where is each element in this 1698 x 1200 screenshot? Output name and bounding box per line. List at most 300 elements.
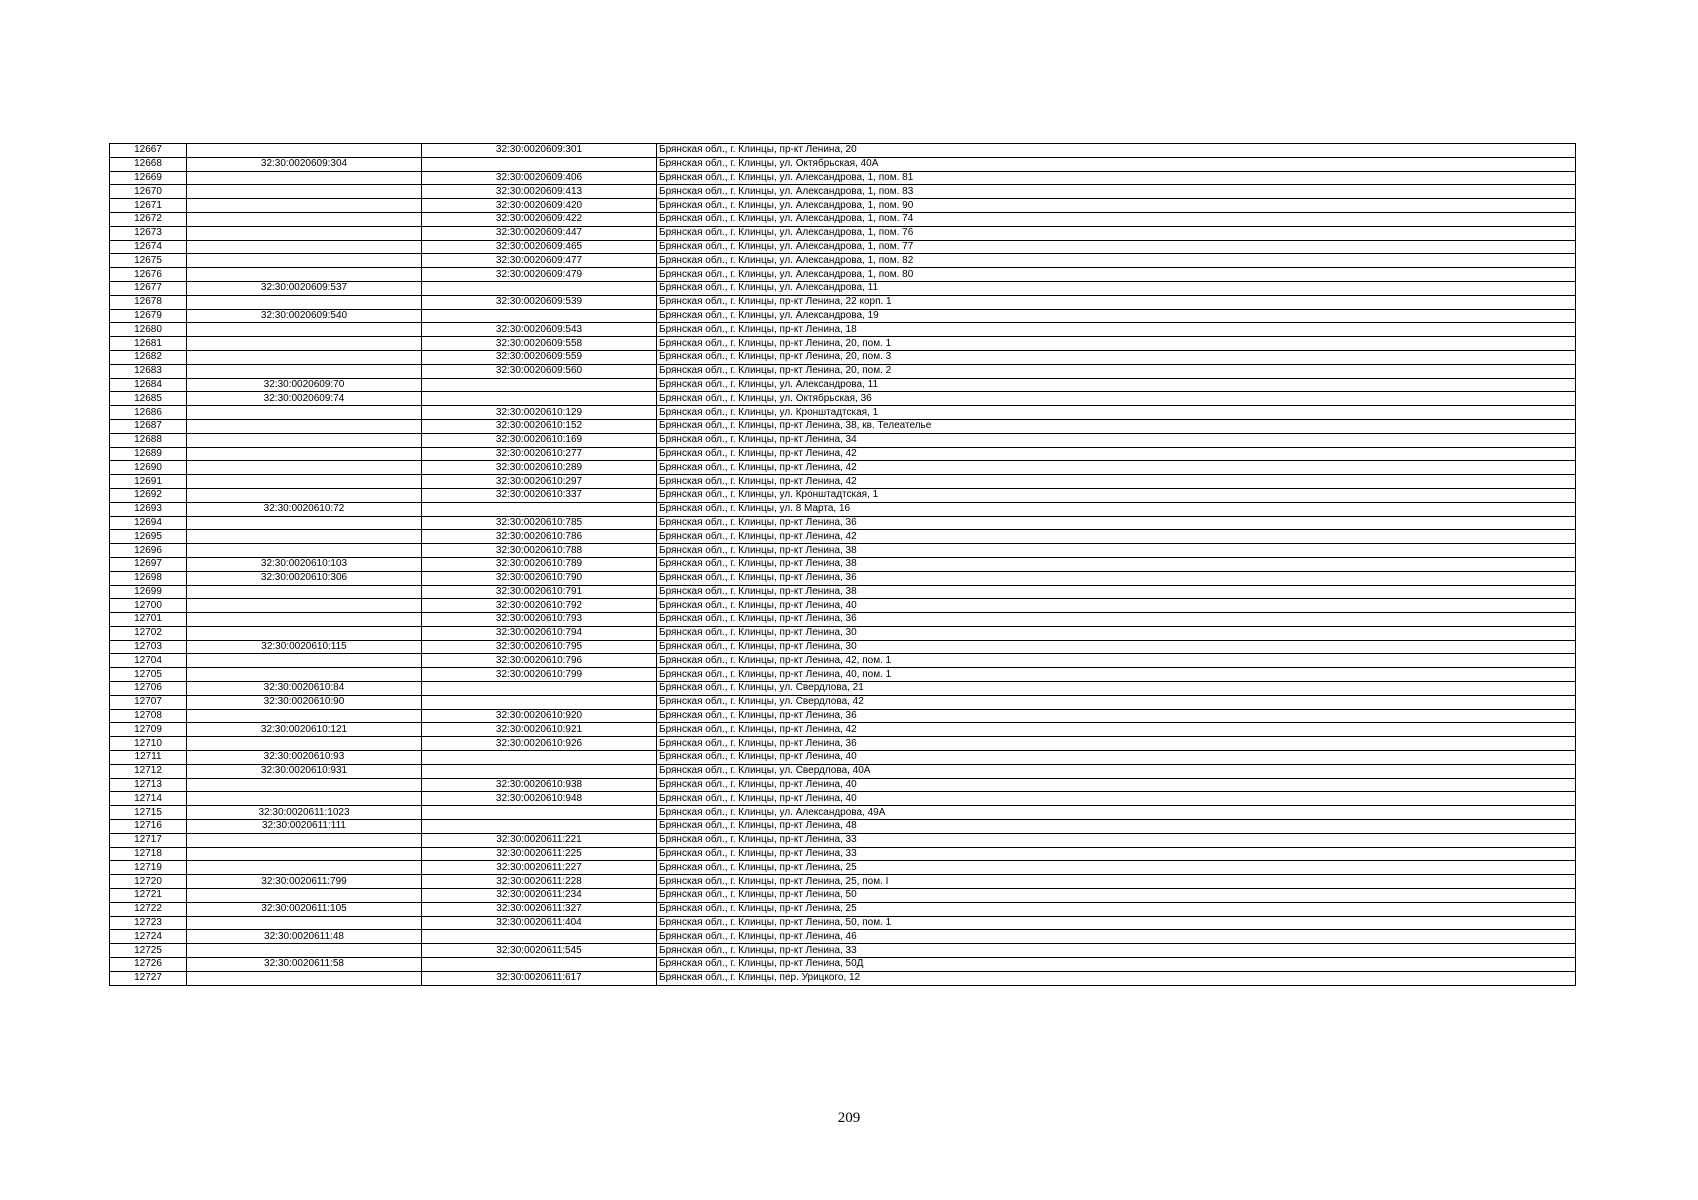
building-cadastral-number-cell [422, 958, 657, 972]
address-cell: Брянская обл., г. Клинцы, ул. Александрова, 1, пом. 80 [657, 268, 1576, 282]
address-cell: Брянская обл., г. Клинцы, ул. Александрова, 1, пом. 81 [657, 171, 1576, 185]
table-row [110, 240, 1576, 254]
table-row [110, 171, 1576, 185]
address-cell: Брянская обл., г. Клинцы, пр-кт Ленина, 36 [657, 613, 1576, 627]
address-cell: Брянская обл., г. Клинцы, ул. Александрова, 1, пом. 77 [657, 240, 1576, 254]
address-cell: Брянская обл., г. Клинцы, пр-кт Ленина, 42 [657, 530, 1576, 544]
building-cadastral-number-cell [422, 806, 657, 820]
building-cadastral-number-cell: 32:30:0020611:228 [422, 875, 657, 889]
building-cadastral-number-cell: 32:30:0020610:795 [422, 640, 657, 654]
address-cell: Брянская обл., г. Клинцы, пр-кт Ленина, 42, пом. 1 [657, 654, 1576, 668]
land-cadastral-number-cell [187, 185, 422, 199]
table-row [110, 254, 1576, 268]
building-cadastral-number-cell [422, 157, 657, 171]
table-row [110, 778, 1576, 792]
building-cadastral-number-cell: 32:30:0020611:225 [422, 847, 657, 861]
land-cadastral-number-cell [187, 889, 422, 903]
address-cell: Брянская обл., г. Клинцы, ул. Александрова, 11 [657, 281, 1576, 295]
address-cell: Брянская обл., г. Клинцы, пр-кт Ленина, 25 [657, 902, 1576, 916]
row-number-cell: 12713 [110, 778, 187, 792]
land-cadastral-number-cell [187, 144, 422, 158]
land-cadastral-number-cell [187, 323, 422, 337]
row-number-cell: 12677 [110, 281, 187, 295]
address-cell: Брянская обл., г. Клинцы, пр-кт Ленина, 42 [657, 475, 1576, 489]
land-cadastral-number-cell [187, 626, 422, 640]
table-row [110, 971, 1576, 985]
address-cell: Брянская обл., г. Клинцы, пр-кт Ленина, 40 [657, 778, 1576, 792]
building-cadastral-number-cell: 32:30:0020610:129 [422, 406, 657, 420]
row-number-cell: 12687 [110, 419, 187, 433]
land-cadastral-number-cell [187, 544, 422, 558]
table-row [110, 337, 1576, 351]
row-number-cell: 12685 [110, 392, 187, 406]
land-cadastral-number-cell [187, 585, 422, 599]
table-row [110, 309, 1576, 323]
row-number-cell: 12720 [110, 875, 187, 889]
building-cadastral-number-cell: 32:30:0020609:420 [422, 199, 657, 213]
table-row [110, 833, 1576, 847]
table-row [110, 557, 1576, 571]
land-cadastral-number-cell: 32:30:0020611:799 [187, 875, 422, 889]
address-cell: Брянская обл., г. Клинцы, ул. Александрова, 1, пом. 82 [657, 254, 1576, 268]
address-cell: Брянская обл., г. Клинцы, ул. Кронштадтская, 1 [657, 406, 1576, 420]
address-cell: Брянская обл., г. Клинцы, ул. Александрова, 19 [657, 309, 1576, 323]
row-number-cell: 12724 [110, 930, 187, 944]
land-cadastral-number-cell: 32:30:0020610:93 [187, 751, 422, 765]
address-cell: Брянская обл., г. Клинцы, ул. Александрова, 1, пом. 74 [657, 212, 1576, 226]
row-number-cell: 12716 [110, 820, 187, 834]
land-cadastral-number-cell: 32:30:0020609:537 [187, 281, 422, 295]
land-cadastral-number-cell: 32:30:0020611:48 [187, 930, 422, 944]
building-cadastral-number-cell: 32:30:0020609:422 [422, 212, 657, 226]
table-row [110, 350, 1576, 364]
building-cadastral-number-cell: 32:30:0020611:404 [422, 916, 657, 930]
land-cadastral-number-cell [187, 226, 422, 240]
row-number-cell: 12679 [110, 309, 187, 323]
row-number-cell: 12706 [110, 682, 187, 696]
land-cadastral-number-cell [187, 337, 422, 351]
address-cell: Брянская обл., г. Клинцы, пр-кт Ленина, 36 [657, 516, 1576, 530]
building-cadastral-number-cell: 32:30:0020610:789 [422, 557, 657, 571]
address-cell: Брянская обл., г. Клинцы, пр-кт Ленина, 50, пом. 1 [657, 916, 1576, 930]
land-cadastral-number-cell [187, 833, 422, 847]
land-cadastral-number-cell [187, 861, 422, 875]
building-cadastral-number-cell: 32:30:0020610:337 [422, 488, 657, 502]
building-cadastral-number-cell: 32:30:0020610:926 [422, 737, 657, 751]
address-cell: Брянская обл., г. Клинцы, пр-кт Ленина, 33 [657, 944, 1576, 958]
land-cadastral-number-cell [187, 240, 422, 254]
address-cell: Брянская обл., г. Клинцы, пр-кт Ленина, 25 [657, 861, 1576, 875]
land-cadastral-number-cell [187, 654, 422, 668]
building-cadastral-number-cell [422, 764, 657, 778]
building-cadastral-number-cell: 32:30:0020610:169 [422, 433, 657, 447]
building-cadastral-number-cell: 32:30:0020611:327 [422, 902, 657, 916]
address-cell: Брянская обл., г. Клинцы, пр-кт Ленина, 38 [657, 557, 1576, 571]
building-cadastral-number-cell: 32:30:0020609:479 [422, 268, 657, 282]
address-cell: Брянская обл., г. Клинцы, пр-кт Ленина, 34 [657, 433, 1576, 447]
address-cell: Брянская обл., г. Клинцы, пр-кт Ленина, 48 [657, 820, 1576, 834]
table-row [110, 709, 1576, 723]
land-cadastral-number-cell: 32:30:0020610:931 [187, 764, 422, 778]
land-cadastral-number-cell: 32:30:0020610:90 [187, 695, 422, 709]
address-cell: Брянская обл., г. Клинцы, пр-кт Ленина, 38 [657, 544, 1576, 558]
land-cadastral-number-cell [187, 792, 422, 806]
building-cadastral-number-cell: 32:30:0020610:938 [422, 778, 657, 792]
row-number-cell: 12719 [110, 861, 187, 875]
row-number-cell: 12712 [110, 764, 187, 778]
land-cadastral-number-cell: 32:30:0020611:105 [187, 902, 422, 916]
address-cell: Брянская обл., г. Клинцы, пр-кт Ленина, 22 корп. 1 [657, 295, 1576, 309]
table-row [110, 847, 1576, 861]
table-row [110, 875, 1576, 889]
land-cadastral-number-cell [187, 212, 422, 226]
table-row [110, 199, 1576, 213]
row-number-cell: 12722 [110, 902, 187, 916]
building-cadastral-number-cell: 32:30:0020611:617 [422, 971, 657, 985]
table-row [110, 723, 1576, 737]
building-cadastral-number-cell [422, 281, 657, 295]
building-cadastral-number-cell: 32:30:0020610:920 [422, 709, 657, 723]
registry-table [109, 143, 1576, 986]
land-cadastral-number-cell [187, 971, 422, 985]
table-row [110, 226, 1576, 240]
row-number-cell: 12718 [110, 847, 187, 861]
row-number-cell: 12683 [110, 364, 187, 378]
building-cadastral-number-cell: 32:30:0020611:221 [422, 833, 657, 847]
land-cadastral-number-cell: 32:30:0020610:103 [187, 557, 422, 571]
row-number-cell: 12684 [110, 378, 187, 392]
land-cadastral-number-cell: 32:30:0020611:1023 [187, 806, 422, 820]
land-cadastral-number-cell: 32:30:0020609:540 [187, 309, 422, 323]
address-cell: Брянская обл., г. Клинцы, ул. Свердлова, 40А [657, 764, 1576, 778]
table-row [110, 281, 1576, 295]
address-cell: Брянская обл., г. Клинцы, пр-кт Ленина, 46 [657, 930, 1576, 944]
row-number-cell: 12680 [110, 323, 187, 337]
land-cadastral-number-cell: 32:30:0020609:304 [187, 157, 422, 171]
row-number-cell: 12714 [110, 792, 187, 806]
building-cadastral-number-cell: 32:30:0020609:406 [422, 171, 657, 185]
land-cadastral-number-cell [187, 254, 422, 268]
land-cadastral-number-cell [187, 268, 422, 282]
land-cadastral-number-cell [187, 613, 422, 627]
land-cadastral-number-cell: 32:30:0020611:111 [187, 820, 422, 834]
land-cadastral-number-cell [187, 668, 422, 682]
building-cadastral-number-cell: 32:30:0020610:796 [422, 654, 657, 668]
building-cadastral-number-cell: 32:30:0020609:539 [422, 295, 657, 309]
table-row [110, 157, 1576, 171]
table-row [110, 613, 1576, 627]
land-cadastral-number-cell [187, 737, 422, 751]
building-cadastral-number-cell: 32:30:0020610:289 [422, 461, 657, 475]
land-cadastral-number-cell [187, 944, 422, 958]
building-cadastral-number-cell: 32:30:0020610:948 [422, 792, 657, 806]
address-cell: Брянская обл., г. Клинцы, пр-кт Ленина, 36 [657, 709, 1576, 723]
table-row [110, 889, 1576, 903]
address-cell: Брянская обл., г. Клинцы, ул. Александрова, 11 [657, 378, 1576, 392]
building-cadastral-number-cell [422, 392, 657, 406]
table-row [110, 682, 1576, 696]
table-row [110, 419, 1576, 433]
row-number-cell: 12691 [110, 475, 187, 489]
land-cadastral-number-cell [187, 350, 422, 364]
table-row [110, 461, 1576, 475]
address-cell: Брянская обл., г. Клинцы, пр-кт Ленина, 33 [657, 847, 1576, 861]
address-cell: Брянская обл., г. Клинцы, пр-кт Ленина, 20, пом. 3 [657, 350, 1576, 364]
building-cadastral-number-cell: 32:30:0020610:277 [422, 447, 657, 461]
building-cadastral-number-cell: 32:30:0020610:785 [422, 516, 657, 530]
building-cadastral-number-cell: 32:30:0020609:301 [422, 144, 657, 158]
table-row [110, 654, 1576, 668]
row-number-cell: 12688 [110, 433, 187, 447]
land-cadastral-number-cell [187, 419, 422, 433]
address-cell: Брянская обл., г. Клинцы, ул. Кронштадтская, 1 [657, 488, 1576, 502]
row-number-cell: 12670 [110, 185, 187, 199]
address-cell: Брянская обл., г. Клинцы, ул. Свердлова, 21 [657, 682, 1576, 696]
row-number-cell: 12707 [110, 695, 187, 709]
building-cadastral-number-cell: 32:30:0020609:477 [422, 254, 657, 268]
table-row [110, 599, 1576, 613]
table-row [110, 488, 1576, 502]
table-row [110, 668, 1576, 682]
table-row [110, 571, 1576, 585]
row-number-cell: 12667 [110, 144, 187, 158]
address-cell: Брянская обл., г. Клинцы, ул. Октябрьская, 36 [657, 392, 1576, 406]
table-row [110, 502, 1576, 516]
building-cadastral-number-cell [422, 820, 657, 834]
land-cadastral-number-cell [187, 530, 422, 544]
address-cell: Брянская обл., г. Клинцы, пр-кт Ленина, 30 [657, 626, 1576, 640]
row-number-cell: 12672 [110, 212, 187, 226]
row-number-cell: 12671 [110, 199, 187, 213]
row-number-cell: 12698 [110, 571, 187, 585]
row-number-cell: 12725 [110, 944, 187, 958]
address-cell: Брянская обл., г. Клинцы, ул. Александрова, 1, пом. 83 [657, 185, 1576, 199]
table-row [110, 916, 1576, 930]
row-number-cell: 12674 [110, 240, 187, 254]
table-row [110, 820, 1576, 834]
address-cell: Брянская обл., г. Клинцы, пр-кт Ленина, 50Д [657, 958, 1576, 972]
land-cadastral-number-cell [187, 406, 422, 420]
land-cadastral-number-cell: 32:30:0020611:58 [187, 958, 422, 972]
row-number-cell: 12692 [110, 488, 187, 502]
table-row [110, 626, 1576, 640]
address-cell: Брянская обл., г. Клинцы, пер. Урицкого, 12 [657, 971, 1576, 985]
building-cadastral-number-cell: 32:30:0020610:792 [422, 599, 657, 613]
building-cadastral-number-cell [422, 502, 657, 516]
land-cadastral-number-cell [187, 447, 422, 461]
land-cadastral-number-cell: 32:30:0020610:115 [187, 640, 422, 654]
table-row [110, 295, 1576, 309]
table-row [110, 144, 1576, 158]
land-cadastral-number-cell [187, 488, 422, 502]
address-cell: Брянская обл., г. Клинцы, ул. Свердлова, 42 [657, 695, 1576, 709]
row-number-cell: 12694 [110, 516, 187, 530]
building-cadastral-number-cell [422, 309, 657, 323]
table-row [110, 406, 1576, 420]
row-number-cell: 12699 [110, 585, 187, 599]
row-number-cell: 12675 [110, 254, 187, 268]
table-row [110, 364, 1576, 378]
address-cell: Брянская обл., г. Клинцы, пр-кт Ленина, 40, пом. 1 [657, 668, 1576, 682]
row-number-cell: 12693 [110, 502, 187, 516]
row-number-cell: 12669 [110, 171, 187, 185]
address-cell: Брянская обл., г. Клинцы, пр-кт Ленина, 38 [657, 585, 1576, 599]
land-cadastral-number-cell [187, 295, 422, 309]
land-cadastral-number-cell [187, 433, 422, 447]
row-number-cell: 12705 [110, 668, 187, 682]
row-number-cell: 12696 [110, 544, 187, 558]
building-cadastral-number-cell: 32:30:0020609:447 [422, 226, 657, 240]
building-cadastral-number-cell: 32:30:0020609:560 [422, 364, 657, 378]
building-cadastral-number-cell: 32:30:0020610:786 [422, 530, 657, 544]
table-row [110, 737, 1576, 751]
row-number-cell: 12710 [110, 737, 187, 751]
address-cell: Брянская обл., г. Клинцы, пр-кт Ленина, 36 [657, 737, 1576, 751]
building-cadastral-number-cell: 32:30:0020610:793 [422, 613, 657, 627]
building-cadastral-number-cell: 32:30:0020610:921 [422, 723, 657, 737]
address-cell: Брянская обл., г. Клинцы, пр-кт Ленина, 18 [657, 323, 1576, 337]
table-row [110, 447, 1576, 461]
land-cadastral-number-cell [187, 199, 422, 213]
address-cell: Брянская обл., г. Клинцы, пр-кт Ленина, 42 [657, 723, 1576, 737]
address-cell: Брянская обл., г. Клинцы, ул. Октябрьская, 40А [657, 157, 1576, 171]
land-cadastral-number-cell: 32:30:0020609:70 [187, 378, 422, 392]
row-number-cell: 12682 [110, 350, 187, 364]
building-cadastral-number-cell: 32:30:0020611:545 [422, 944, 657, 958]
building-cadastral-number-cell [422, 378, 657, 392]
table-row [110, 861, 1576, 875]
table-row [110, 958, 1576, 972]
address-cell: Брянская обл., г. Клинцы, пр-кт Ленина, 42 [657, 447, 1576, 461]
land-cadastral-number-cell: 32:30:0020610:72 [187, 502, 422, 516]
address-cell: Брянская обл., г. Клинцы, пр-кт Ленина, 30 [657, 640, 1576, 654]
row-number-cell: 12697 [110, 557, 187, 571]
building-cadastral-number-cell [422, 695, 657, 709]
land-cadastral-number-cell: 32:30:0020610:84 [187, 682, 422, 696]
table-row [110, 902, 1576, 916]
table-row [110, 185, 1576, 199]
row-number-cell: 12686 [110, 406, 187, 420]
row-number-cell: 12668 [110, 157, 187, 171]
row-number-cell: 12681 [110, 337, 187, 351]
address-cell: Брянская обл., г. Клинцы, пр-кт Ленина, 40 [657, 751, 1576, 765]
page-number: 209 [837, 1110, 861, 1126]
land-cadastral-number-cell [187, 709, 422, 723]
row-number-cell: 12717 [110, 833, 187, 847]
land-cadastral-number-cell [187, 475, 422, 489]
table-row [110, 751, 1576, 765]
table-row [110, 475, 1576, 489]
building-cadastral-number-cell: 32:30:0020610:790 [422, 571, 657, 585]
building-cadastral-number-cell [422, 751, 657, 765]
address-cell: Брянская обл., г. Клинцы, ул. Александрова, 1, пом. 90 [657, 199, 1576, 213]
building-cadastral-number-cell: 32:30:0020611:227 [422, 861, 657, 875]
table-row [110, 640, 1576, 654]
land-cadastral-number-cell [187, 461, 422, 475]
address-cell: Брянская обл., г. Клинцы, пр-кт Ленина, 38, кв. Телеателье [657, 419, 1576, 433]
address-cell: Брянская обл., г. Клинцы, пр-кт Ленина, 40 [657, 599, 1576, 613]
row-number-cell: 12690 [110, 461, 187, 475]
building-cadastral-number-cell: 32:30:0020610:799 [422, 668, 657, 682]
building-cadastral-number-cell: 32:30:0020611:234 [422, 889, 657, 903]
row-number-cell: 12701 [110, 613, 187, 627]
address-cell: Брянская обл., г. Клинцы, пр-кт Ленина, 25, пом. I [657, 875, 1576, 889]
table-row [110, 323, 1576, 337]
address-cell: Брянская обл., г. Клинцы, пр-кт Ленина, 50 [657, 889, 1576, 903]
table-row [110, 930, 1576, 944]
building-cadastral-number-cell [422, 682, 657, 696]
building-cadastral-number-cell: 32:30:0020610:791 [422, 585, 657, 599]
table-row [110, 544, 1576, 558]
registry-table-body [110, 144, 1576, 986]
address-cell: Брянская обл., г. Клинцы, пр-кт Ленина, 20, пом. 1 [657, 337, 1576, 351]
land-cadastral-number-cell [187, 171, 422, 185]
land-cadastral-number-cell [187, 916, 422, 930]
address-cell: Брянская обл., г. Клинцы, пр-кт Ленина, 20 [657, 144, 1576, 158]
building-cadastral-number-cell [422, 930, 657, 944]
table-row [110, 792, 1576, 806]
table-row [110, 944, 1576, 958]
table-row [110, 378, 1576, 392]
table-row [110, 392, 1576, 406]
table-row [110, 530, 1576, 544]
table-row [110, 212, 1576, 226]
building-cadastral-number-cell: 32:30:0020610:794 [422, 626, 657, 640]
row-number-cell: 12673 [110, 226, 187, 240]
address-cell: Брянская обл., г. Клинцы, пр-кт Ленина, 40 [657, 792, 1576, 806]
address-cell: Брянская обл., г. Клинцы, пр-кт Ленина, 20, пом. 2 [657, 364, 1576, 378]
table-row [110, 695, 1576, 709]
address-cell: Брянская обл., г. Клинцы, пр-кт Ленина, 33 [657, 833, 1576, 847]
table-row [110, 433, 1576, 447]
row-number-cell: 12689 [110, 447, 187, 461]
row-number-cell: 12721 [110, 889, 187, 903]
address-cell: Брянская обл., г. Клинцы, пр-кт Ленина, 36 [657, 571, 1576, 585]
row-number-cell: 12700 [110, 599, 187, 613]
building-cadastral-number-cell: 32:30:0020609:465 [422, 240, 657, 254]
building-cadastral-number-cell: 32:30:0020610:297 [422, 475, 657, 489]
row-number-cell: 12709 [110, 723, 187, 737]
land-cadastral-number-cell: 32:30:0020610:121 [187, 723, 422, 737]
row-number-cell: 12676 [110, 268, 187, 282]
land-cadastral-number-cell [187, 778, 422, 792]
building-cadastral-number-cell: 32:30:0020609:559 [422, 350, 657, 364]
address-cell: Брянская обл., г. Клинцы, ул. 8 Марта, 16 [657, 502, 1576, 516]
building-cadastral-number-cell: 32:30:0020610:152 [422, 419, 657, 433]
land-cadastral-number-cell: 32:30:0020609:74 [187, 392, 422, 406]
row-number-cell: 12678 [110, 295, 187, 309]
building-cadastral-number-cell: 32:30:0020609:558 [422, 337, 657, 351]
row-number-cell: 12708 [110, 709, 187, 723]
land-cadastral-number-cell [187, 516, 422, 530]
land-cadastral-number-cell [187, 364, 422, 378]
address-cell: Брянская обл., г. Клинцы, ул. Александрова, 1, пом. 76 [657, 226, 1576, 240]
address-cell: Брянская обл., г. Клинцы, ул. Александрова, 49А [657, 806, 1576, 820]
row-number-cell: 12703 [110, 640, 187, 654]
table-row [110, 268, 1576, 282]
row-number-cell: 12702 [110, 626, 187, 640]
table-row [110, 585, 1576, 599]
table-row [110, 764, 1576, 778]
land-cadastral-number-cell: 32:30:0020610:306 [187, 571, 422, 585]
row-number-cell: 12711 [110, 751, 187, 765]
row-number-cell: 12727 [110, 971, 187, 985]
building-cadastral-number-cell: 32:30:0020609:413 [422, 185, 657, 199]
building-cadastral-number-cell: 32:30:0020609:543 [422, 323, 657, 337]
table-row [110, 516, 1576, 530]
row-number-cell: 12723 [110, 916, 187, 930]
address-cell: Брянская обл., г. Клинцы, пр-кт Ленина, 42 [657, 461, 1576, 475]
